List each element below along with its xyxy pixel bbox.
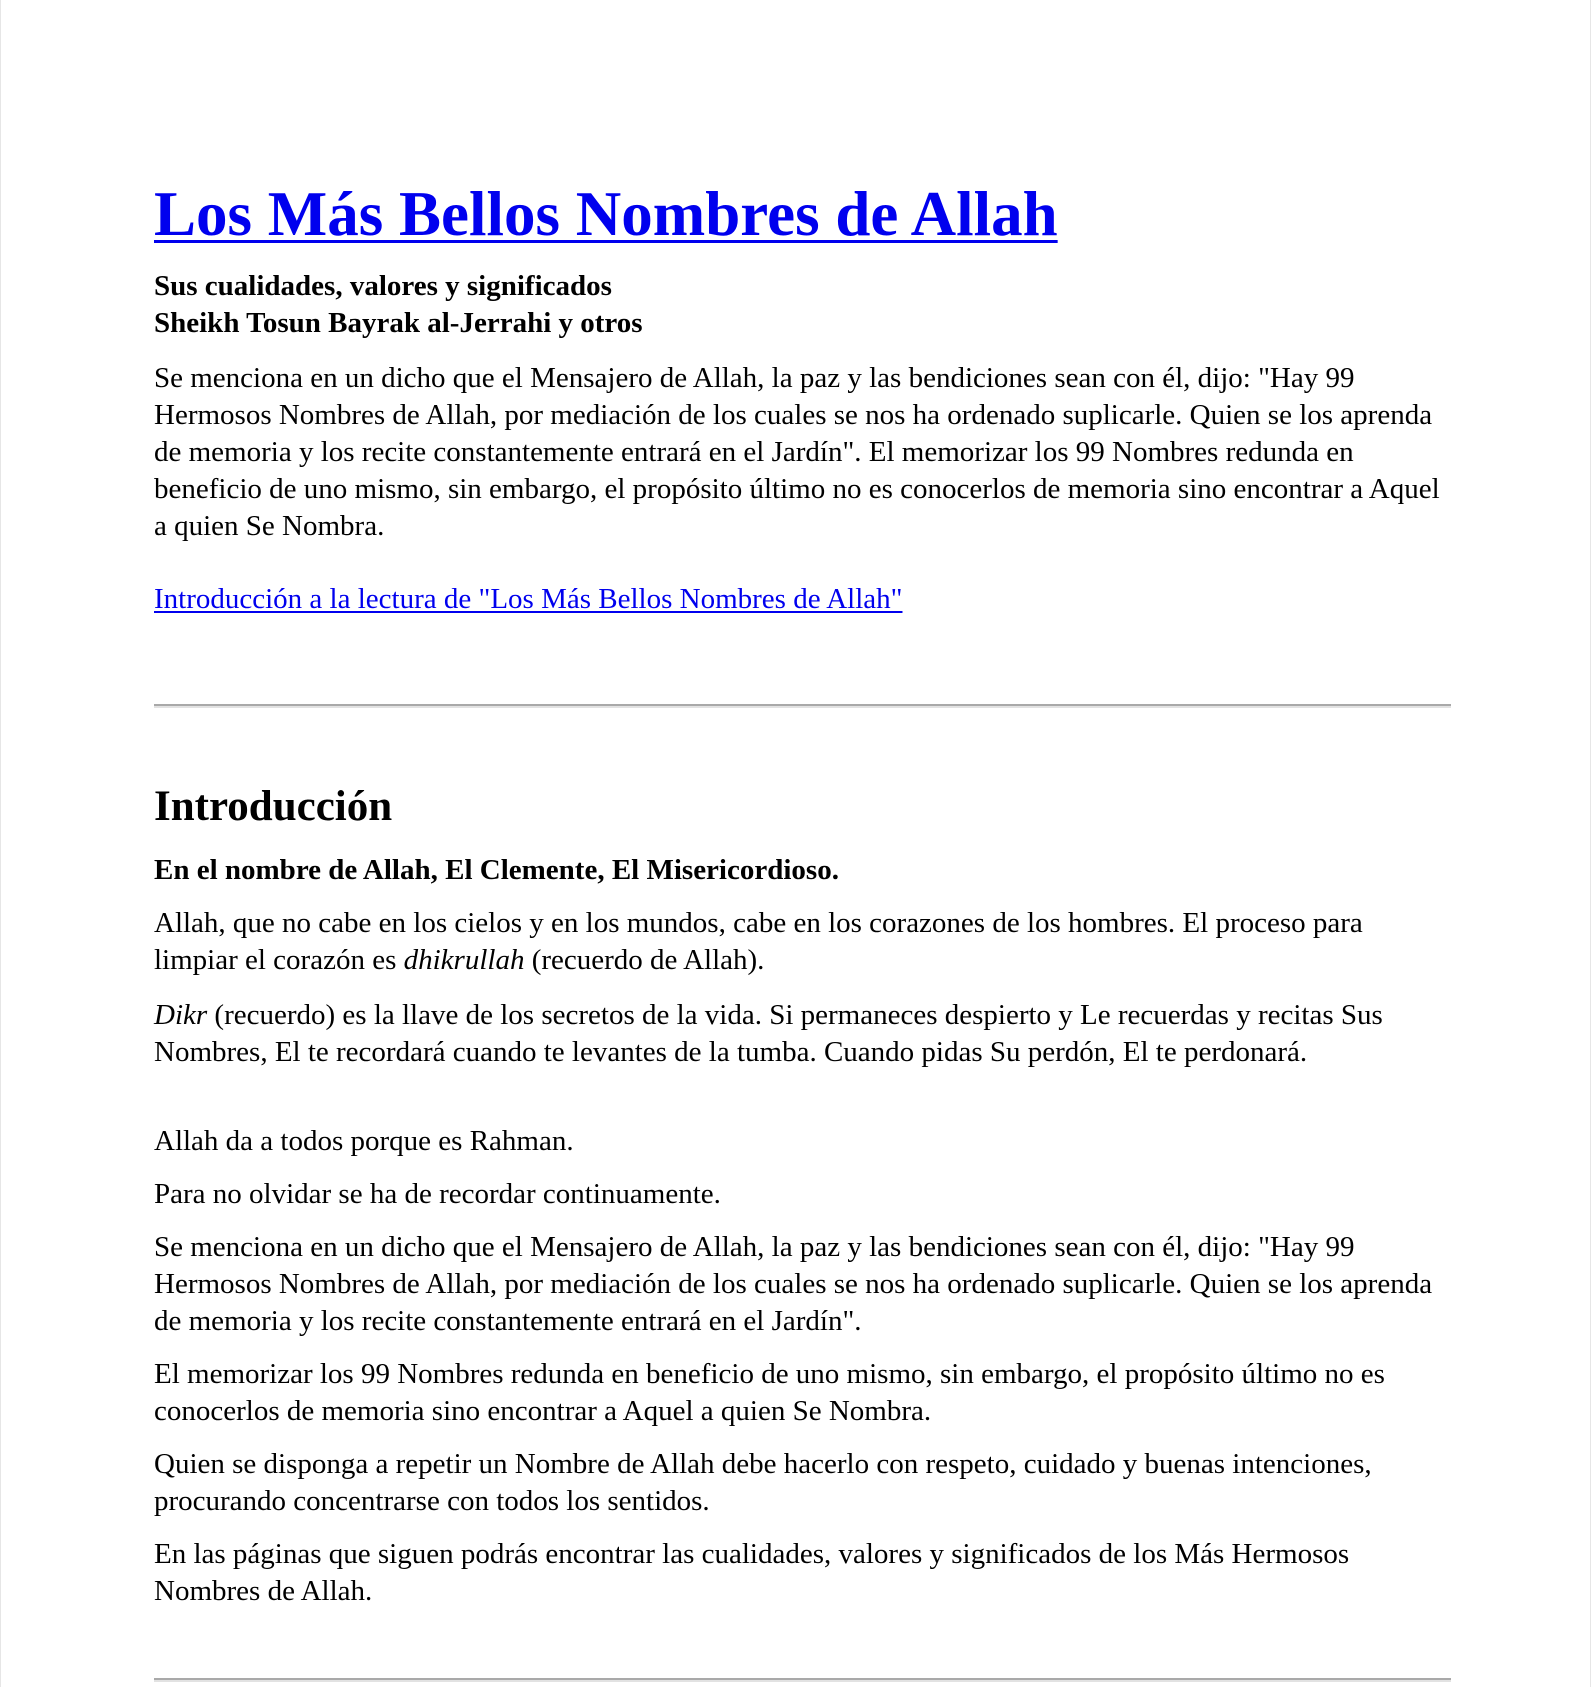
divider	[154, 704, 1451, 708]
summary-paragraph: Se menciona en un dicho que el Mensajero de Allah, la paz y las bendiciones sean con él, dijo: "Hay 99 Hermosos Nombres de Allah, por mediación de los cuales se nos ha ordenado suplicarle. Quien se los aprenda de memoria y los recite constantemente entrará en el Jardín". El memorizar los 99 Nombres redunda en beneficio de uno mismo, sin embargo, el propósito último no es conocerlos de memoria sino encontrar a Aquel a quien Se Nombra.	[154, 362, 1440, 542]
italic-term: dhikrullah	[403, 944, 525, 976]
subtitle-block	[154, 268, 643, 342]
intro-paragraph: El memorizar los 99 Nombres redunda en beneficio de uno mismo, sin embargo, el propósito último no es conocerlos de memoria sino encontrar a Aquel a quien Se Nombra.	[154, 1358, 1385, 1427]
author-line: Sheikh Tosun Bayrak al-Jerrahi y otros	[154, 307, 643, 339]
intro-text: (recuerdo de Allah).	[524, 944, 765, 976]
intro-paragraph: Allah da a todos porque es Rahman.	[154, 1125, 574, 1157]
intro-paragraph: Se menciona en un dicho que el Mensajero de Allah, la paz y las bendiciones sean con él, dijo: "Hay 99 Hermosos Nombres de Allah, por mediación de los cuales se nos ha ordenado suplicarle. Quien se los aprenda de memoria y los recite constantemente entrará en el Jardín".	[154, 1231, 1433, 1337]
page-title	[154, 176, 1058, 252]
intro-paragraph: Para no olvidar se ha de recordar continuamente.	[154, 1178, 721, 1210]
intro-text: (recuerdo) es la llave de los secretos de la vida. Si permaneces despierto y Le recuerdas y recitas Sus Nombres, El te recordará cuando te levantes de la tumba. Cuando pidas Su perdón, El te perdonará.	[154, 999, 1383, 1068]
page-title-link[interactable]: Los Más Bellos Nombres de Allah	[154, 179, 1058, 249]
intro-link-row	[154, 581, 1451, 618]
intro-paragraph	[154, 905, 1451, 979]
intro-paragraph: Quien se disponga a repetir un Nombre de Allah debe hacerlo con respeto, cuidado y buenas intenciones, procurando concentrarse con todos los sentidos.	[154, 1448, 1372, 1517]
subtitle-line: Sus cualidades, valores y significados	[154, 270, 612, 302]
intro-paragraph	[154, 997, 1451, 1071]
intro-text: Allah, que no cabe en los cielos y en los mundos, cabe en los corazones de los hombres. El proceso para limpiar el corazón es	[154, 907, 1363, 976]
intro-reading-link[interactable]: Introducción a la lectura de "Los Más Bellos Nombres de Allah"	[154, 583, 903, 615]
italic-term: Dikr	[154, 999, 208, 1031]
divider	[154, 1678, 1451, 1682]
section-heading: Introducción	[154, 783, 393, 830]
basmala-line: En el nombre de Allah, El Clemente, El Misericordioso.	[154, 854, 839, 886]
intro-paragraph: En las páginas que siguen podrás encontrar las cualidades, valores y significados de los Más Hermosos Nombres de Allah.	[154, 1538, 1350, 1607]
